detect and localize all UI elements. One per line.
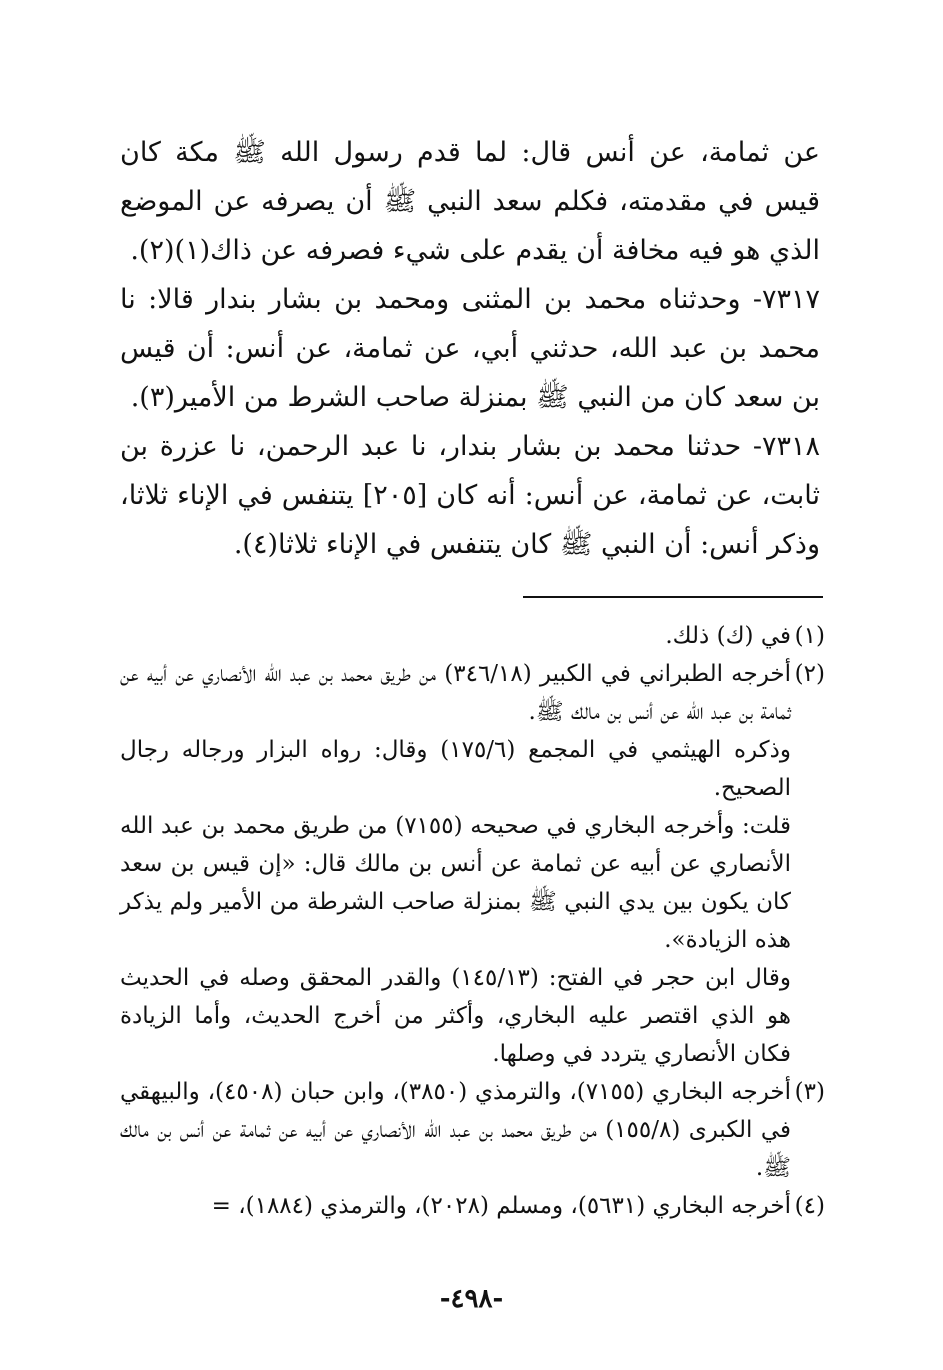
- main-text: [120, 128, 820, 569]
- footnote-text: أخرجه البخاري (٥٦٣١)، ومسلم (٢٠٢٨)، والترمذي (١٨٨٤)، =: [211, 1193, 791, 1219]
- footnote-text: قلت: وأخرجه البخاري في صحيحه (٧١٥٥) من طريق محمد بن عبد الله الأنصاري عن أبيه عن ثمامة عن أنس بن مالك قال: «إن قيس بن سعد كان يكون بين يدي النبي ﷺ بمنزلة صاحب الشرطة من الأمير ولم يذكر هذه الزيادة».: [120, 813, 791, 953]
- footnote-text: أخرجه البخاري (٧١٥٥)، والترمذي (٣٨٥٠)، وابن حبان (٤٥٠٨)، والبيهقي في الكبرى (١٥٥/٨) من طريق محمد بن عبد الله الأنصاري عن أبيه عن ثمامة عن أنس بن مالك ﷺ.: [120, 1079, 792, 1181]
- footnote-1: [120, 617, 825, 655]
- footnotes: [120, 617, 825, 1225]
- footnote-2: [120, 655, 825, 1073]
- footnote-text: في (ك) ذلك.: [665, 623, 791, 649]
- footnote-text: وذكره الهيثمي في المجمع (١٧٥/٦) وقال: رواه البزار ورجاله رجال الصحيح.: [120, 737, 791, 801]
- footnote-number: (٣): [794, 1079, 825, 1105]
- footnote-number: (٢): [794, 661, 825, 687]
- footnote-number: (٤): [794, 1193, 825, 1219]
- footnote-4: [120, 1187, 825, 1225]
- hadith-7318: ٧٣١٨- حدثنا محمد بن بشار بندار، نا عبد الرحمن، نا عزرة بن ثابت، عن ثمامة، عن أنس: أنه كان [٢٠٥] يتنفس في الإناء ثلاثا، وذكر أنس: أن النبي ﷺ كان يتنفس في الإناء ثلاثا(٤).: [120, 431, 820, 560]
- footnote-separator: [523, 596, 823, 598]
- hadith-7317: ٧٣١٧- وحدثناه محمد بن المثنى ومحمد بن بشار بندار قالا: نا محمد بن عبد الله، حدثني أبي، عن ثمامة، عن أنس: أن قيس بن سعد كان من النبي ﷺ بمنزلة صاحب الشرط من الأمير(٣).: [120, 284, 820, 413]
- footnote-number: (١): [794, 623, 825, 649]
- page-number: -٤٩٨-: [439, 1284, 504, 1314]
- footnote-3: [120, 1073, 825, 1187]
- paragraph-intro: عن ثمامة، عن أنس قال: لما قدم رسول الله ﷺ مكة كان قيس في مقدمته، فكلم سعد النبي ﷺ أن يصرفه عن الموضع الذي هو فيه مخافة أن يقدم على شيء فصرفه عن ذاك(١)(٢).: [120, 137, 820, 266]
- footnote-text: أخرجه الطبراني في الكبير (٣٤٦/١٨) من طريق محمد بن عبد الله الأنصاري عن أبيه عن ثمامة بن عبد الله عن أنس بن مالك ﷺ.: [120, 661, 791, 725]
- footnote-text: وقال ابن حجر في الفتح: (١٤٥/١٣) والقدر المحقق وصله في الحديث هو الذي اقتصر عليه البخاري، وأكثر من أخرج الحديث، وأما الزيادة فكان الأنصاري يتردد في وصلها.: [120, 965, 791, 1067]
